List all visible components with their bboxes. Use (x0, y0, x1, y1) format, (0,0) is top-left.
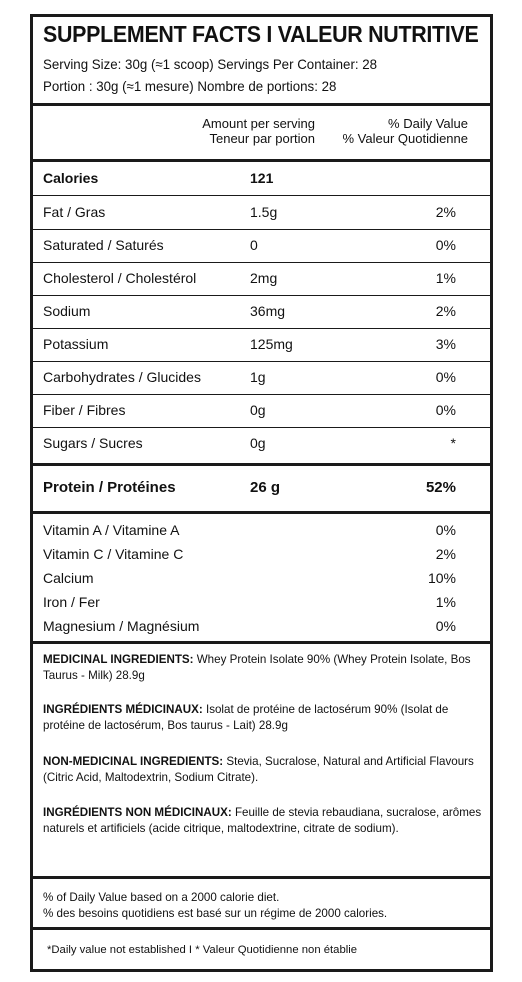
amount-header-en: Amount per serving (202, 116, 315, 131)
supplement-facts-label (30, 14, 493, 972)
nutrient-amount: 125mg (250, 336, 293, 352)
nutrient-dv: 52% (425, 479, 456, 496)
nutrient-name: Sugars / Sucres (43, 435, 143, 451)
nutrient-amount: 121 (250, 170, 274, 186)
list-item (33, 567, 490, 591)
vitamin-name: Iron / Fer (43, 594, 100, 610)
nutrient-name: Carbohydrates / Glucides (43, 369, 201, 385)
nutrient-amount: 2mg (250, 270, 278, 286)
nutrient-dv: 3% (435, 336, 456, 352)
table-row (33, 361, 490, 394)
nutrient-dv: * (450, 435, 456, 451)
vitamin-name: Calcium (43, 570, 94, 586)
table-row (33, 262, 490, 295)
nutrient-name: Fat / Gras (43, 204, 106, 220)
table-row (33, 229, 490, 262)
nutrient-amount: 0g (250, 402, 266, 418)
ingredients-text: Whey Protein Isolate 90% (Whey Protein Isolate, Bos Taurus - Milk) 28.9g (43, 653, 471, 682)
dv-header-fr: % Valeur Quotidienne (342, 131, 468, 146)
ingredients-label: NON-MEDICINAL INGREDIENTS: (43, 755, 224, 768)
daily-value-footnote (33, 879, 490, 927)
nutrient-dv: 0% (435, 369, 456, 385)
vitamin-dv: 2% (435, 546, 456, 562)
dv-header-en: % Daily Value (388, 116, 468, 131)
ingredients-label: INGRÉDIENTS NON MÉDICINAUX: (43, 806, 232, 819)
nutrient-amount: 1g (250, 369, 266, 385)
nutrient-name: Fiber / Fibres (43, 402, 126, 418)
dv-basis-en: % of Daily Value based on a 2000 calorie diet. (43, 891, 280, 904)
list-item (33, 591, 490, 615)
vitamin-dv: 10% (427, 570, 456, 586)
nutrient-amount: 0g (250, 435, 266, 451)
serving-size-en: Serving Size: 30g (≈1 scoop) Servings Per Container: 28 (43, 56, 378, 72)
non-medicinal-ingredients-fr (43, 805, 483, 837)
nutrient-name: Calories (43, 170, 99, 186)
table-row (33, 466, 490, 499)
ingredients-text: Feuille de stevia rebaudiana, sucralose, arômes naturels et artificiels (acide citrique, maltodextrine, citrate de sodium). (43, 806, 482, 835)
medicinal-ingredients-en (43, 652, 483, 684)
serving-size-fr: Portion : 30g (≈1 mesure) Nombre de portions: 28 (43, 78, 337, 94)
nutrient-dv: 1% (435, 270, 456, 286)
table-row (33, 295, 490, 328)
nutrient-amount: 26 g (250, 479, 281, 496)
dv-basis-fr: % des besoins quotidiens est basé sur un régime de 2000 calories. (43, 907, 388, 920)
amount-header-fr: Teneur par portion (209, 131, 315, 146)
nutrient-name: Saturated / Saturés (43, 237, 164, 253)
ingredients-text: Stevia, Sucralose, Natural and Artificial Flavours (Citric Acid, Maltodextrin, Sodium Citrate). (43, 755, 474, 784)
vitamin-name: Vitamin A / Vitamine A (43, 522, 180, 538)
list-item (33, 615, 490, 639)
nutrient-dv: 2% (435, 303, 456, 319)
column-header (33, 106, 490, 159)
nutrient-name: Cholesterol / Cholestérol (43, 270, 197, 286)
vitamin-dv: 0% (435, 522, 456, 538)
nutrient-dv: 0% (435, 237, 456, 253)
table-row (33, 196, 490, 229)
nutrient-name: Potassium (43, 336, 109, 352)
vitamin-dv: 1% (435, 594, 456, 610)
ingredients-label: MEDICINAL INGREDIENTS: (43, 653, 194, 666)
table-row (33, 328, 490, 361)
table-row (33, 394, 490, 427)
list-item (33, 519, 490, 543)
nutrient-table (33, 162, 490, 464)
nutrient-name: Protein / Protéines (43, 479, 176, 496)
vitamin-name: Magnesium / Magnésium (43, 618, 200, 634)
label-title: SUPPLEMENT FACTS I VALEUR NUTRITIVE (43, 21, 479, 47)
ingredients-text: Isolat de protéine de lactosérum 90% (Isolat de protéine de lactosérum, Bos taurus - Lait) 28.9g (43, 703, 449, 732)
not-established-footnote (33, 930, 490, 970)
list-item (33, 543, 490, 567)
not-established-note: *Daily value not established I * Valeur Quotidienne non établie (47, 944, 358, 956)
table-row (33, 162, 490, 195)
nutrient-amount: 1.5g (250, 204, 278, 220)
non-medicinal-ingredients-en (43, 754, 483, 786)
nutrient-dv: 0% (435, 402, 456, 418)
table-row (33, 427, 490, 460)
nutrient-dv: 2% (435, 204, 456, 220)
nutrient-name: Sodium (43, 303, 91, 319)
vitamins-section (33, 514, 490, 642)
vitamin-name: Vitamin C / Vitamine C (43, 546, 184, 562)
daily-value-header (342, 116, 468, 146)
protein-section (33, 466, 490, 511)
medicinal-ingredients-fr (43, 702, 483, 734)
vitamin-dv: 0% (435, 618, 456, 634)
amount-per-serving-header (202, 116, 315, 146)
ingredients-section (33, 644, 490, 876)
nutrient-amount: 0 (250, 237, 258, 253)
label-header (33, 17, 490, 103)
nutrient-amount: 36mg (250, 303, 286, 319)
ingredients-label: INGRÉDIENTS MÉDICINAUX: (43, 703, 203, 716)
